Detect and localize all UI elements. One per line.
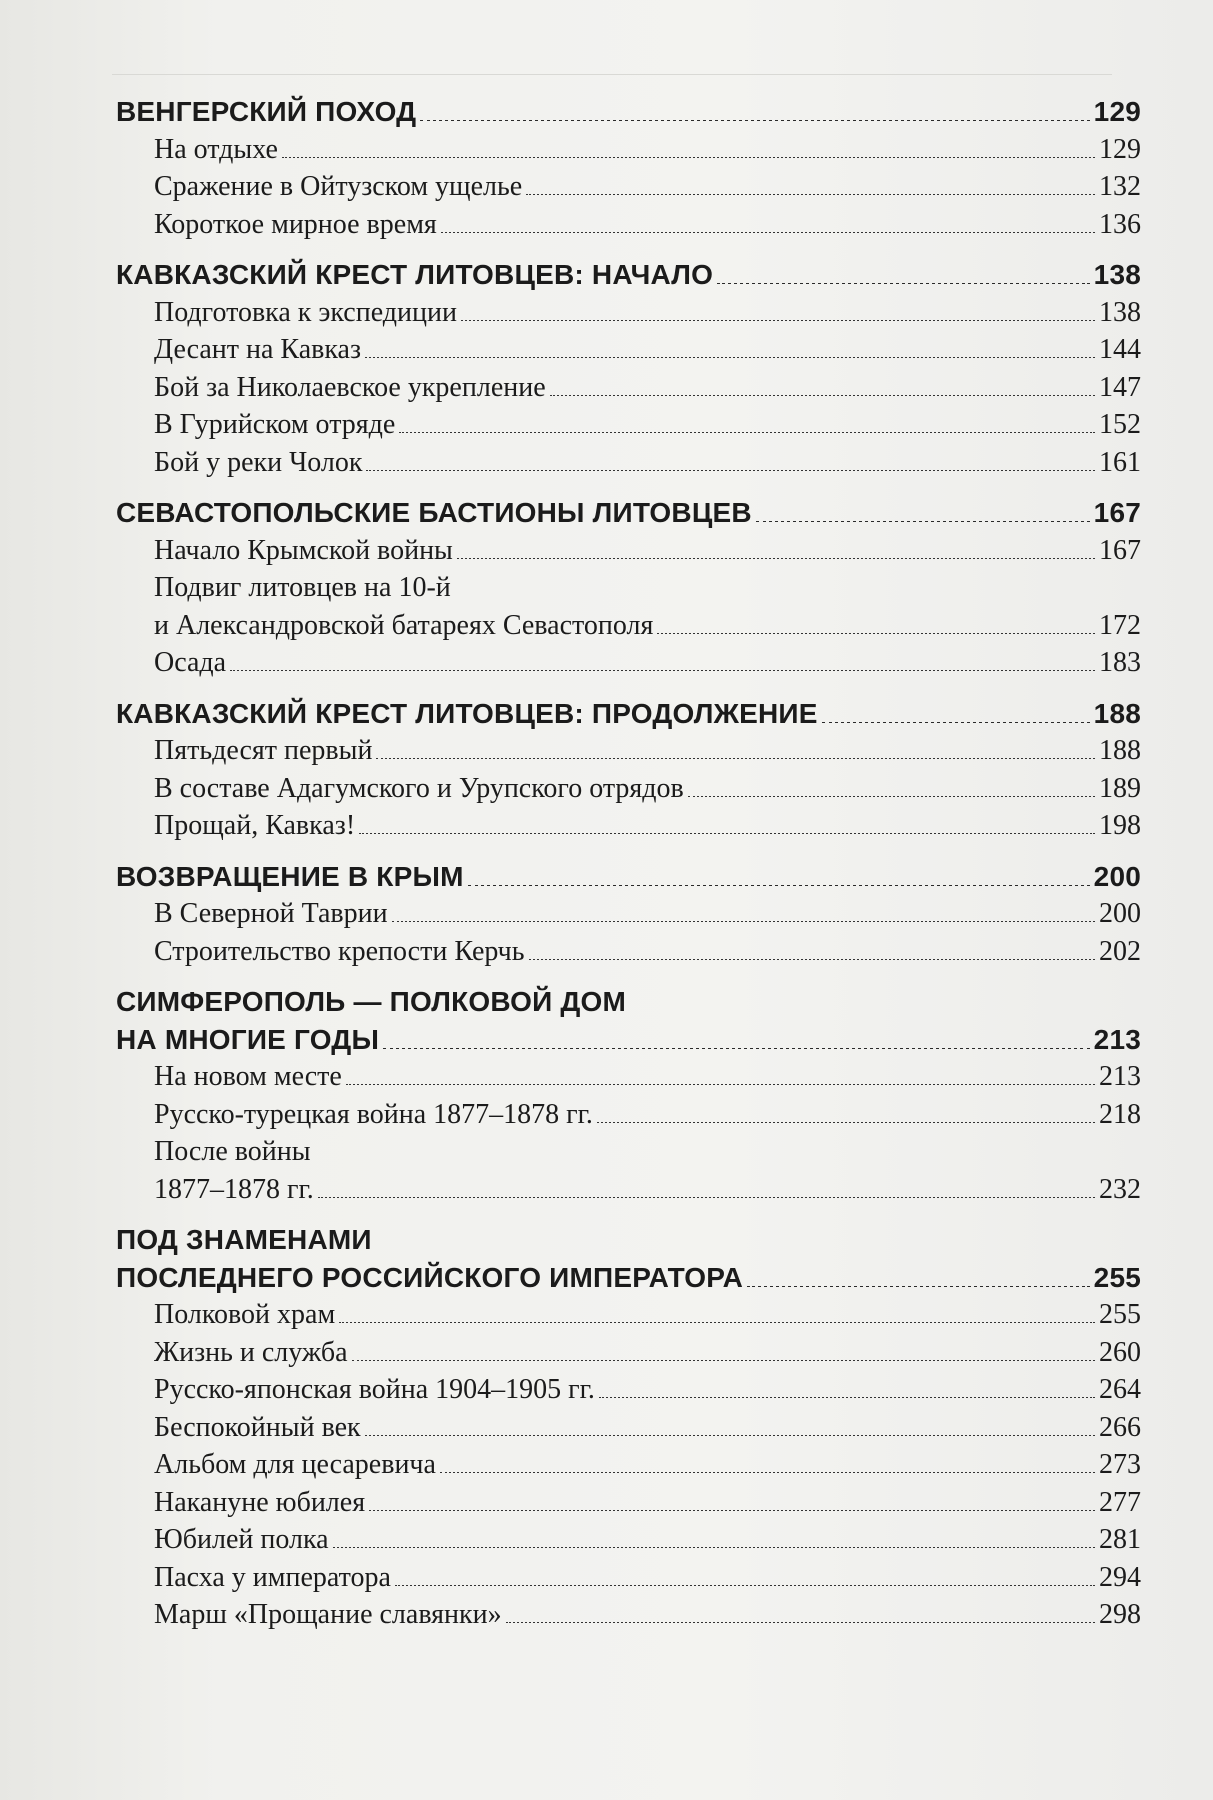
toc-item [116, 1559, 1141, 1597]
dot-leader [392, 921, 1095, 922]
toc-section-title: ПОД ЗНАМЕНАМИ [116, 1224, 372, 1255]
dot-leader [369, 1510, 1095, 1511]
toc-section-title: СЕВАСТОПОЛЬСКИЕ БАСТИОНЫ ЛИТОВЦЕВ [116, 497, 752, 528]
dot-leader [230, 670, 1095, 671]
toc-section-title: СИМФЕРОПОЛЬ — ПОЛКОВОЙ ДОМ [116, 986, 627, 1017]
dot-leader [747, 1286, 1090, 1287]
toc-item [116, 369, 1141, 407]
toc-page-number: 232 [1099, 1173, 1141, 1205]
dot-leader [366, 470, 1095, 471]
dot-leader [282, 157, 1095, 158]
toc-page-number: 255 [1099, 1299, 1141, 1330]
toc-item-title: В Северной Таврии [154, 898, 388, 929]
toc-item-title: В составе Адагумского и Урупского отрядов [154, 772, 684, 804]
toc-item-title: На новом месте [154, 1061, 342, 1092]
toc-item-title: В Гурийском отряде [154, 409, 396, 440]
toc-item-title: Жизнь и служба [154, 1336, 348, 1368]
dot-leader [457, 558, 1095, 559]
toc-item-title: Строительство крепости Керчь [154, 935, 525, 967]
toc-page-number: 138 [1099, 296, 1141, 328]
toc-page-number: 188 [1099, 735, 1141, 766]
toc-item [116, 1133, 1141, 1171]
toc-item-title: Марш «Прощание славянки» [154, 1599, 502, 1630]
toc-section-title: КАВКАЗСКИЙ КРЕСТ ЛИТОВЦЕВ: ПРОДОЛЖЕНИЕ [116, 697, 818, 729]
toc-item-title: Русско-турецкая война 1877–1878 гг. [154, 1098, 593, 1130]
dot-leader [468, 885, 1090, 886]
dot-leader [599, 1397, 1095, 1398]
toc-page-number: 188 [1093, 697, 1141, 729]
toc-item-title: Беспокойный век [154, 1411, 361, 1443]
toc-item [116, 1296, 1141, 1334]
dot-leader [339, 1322, 1095, 1323]
toc-page-number: 183 [1099, 647, 1141, 678]
dot-leader [359, 833, 1095, 834]
toc-item-title: Альбом для цесаревича [154, 1449, 436, 1480]
toc-section [116, 1221, 1141, 1259]
toc-page-number: 161 [1099, 446, 1141, 478]
toc-page-number: 200 [1099, 898, 1141, 929]
toc-item [116, 331, 1141, 369]
toc-page-number: 138 [1093, 259, 1141, 290]
toc-item-title: Подвиг литовцев на 10-й [154, 572, 451, 603]
toc-item [116, 1446, 1141, 1484]
toc-item [116, 1409, 1141, 1447]
toc-item [116, 206, 1141, 244]
toc-item-title: и Александровской батареях Севастополя [154, 609, 654, 641]
toc-item-title: Русско-японская война 1904–1905 гг. [154, 1374, 595, 1405]
toc-page-number: 167 [1093, 497, 1141, 528]
toc-section-title: ВОЗВРАЩЕНИЕ В КРЫМ [116, 860, 464, 892]
dot-leader [365, 357, 1095, 358]
toc-item [116, 1171, 1141, 1209]
toc-page-number: 213 [1093, 1023, 1141, 1055]
dot-leader [822, 722, 1090, 723]
running-header-rule [112, 74, 1112, 75]
toc-item-title: 1877–1878 гг. [154, 1173, 314, 1205]
toc-item [116, 294, 1141, 332]
toc-section-title: ВЕНГЕРСКИЙ ПОХОД [116, 96, 417, 127]
toc-page-number: 147 [1099, 371, 1141, 403]
toc-item-title: Бой у реки Чолок [154, 446, 363, 478]
toc-item [116, 168, 1141, 206]
toc-page-number: 152 [1099, 409, 1141, 440]
dot-leader [440, 1472, 1095, 1473]
toc-page-number: 218 [1099, 1098, 1141, 1130]
toc-item [116, 1096, 1141, 1134]
table-of-contents [116, 93, 1141, 1634]
toc-item-title: Короткое мирное время [154, 208, 437, 240]
toc-section [116, 983, 1141, 1021]
dot-leader [346, 1084, 1095, 1085]
dot-leader [529, 959, 1095, 960]
toc-section-title: ПОСЛЕДНЕГО РОССИЙСКОГО ИМПЕРАТОРА [116, 1261, 744, 1293]
toc-item [116, 532, 1141, 570]
toc-page-number: 144 [1099, 334, 1141, 365]
dot-leader [365, 1435, 1095, 1436]
toc-item [116, 1484, 1141, 1522]
dot-leader [383, 1048, 1090, 1049]
toc-item-title: Сражение в Ойтузском ущелье [154, 171, 523, 202]
toc-item [116, 1371, 1141, 1409]
toc-page-number: 198 [1099, 810, 1141, 841]
toc-item-title: Прощай, Кавказ! [154, 810, 356, 841]
toc-section [116, 256, 1141, 294]
toc-section-title: НА МНОГИЕ ГОДЫ [116, 1023, 380, 1055]
dot-leader [657, 633, 1095, 634]
toc-page-number: 167 [1099, 534, 1141, 566]
dot-leader [352, 1360, 1095, 1361]
toc-item-title: Начало Крымской войны [154, 534, 453, 566]
dot-leader [395, 1585, 1095, 1586]
toc-item [116, 1058, 1141, 1096]
toc-page-number: 266 [1099, 1411, 1141, 1443]
dot-leader [526, 194, 1095, 195]
toc-page-number: 255 [1093, 1261, 1141, 1293]
toc-item-title: Десант на Кавказ [154, 334, 362, 365]
toc-section [116, 1021, 1141, 1059]
toc-item [116, 569, 1141, 607]
toc-page-number: 277 [1099, 1486, 1141, 1518]
toc-page-number: 136 [1099, 208, 1141, 240]
toc-item [116, 933, 1141, 971]
dot-leader [756, 521, 1090, 522]
toc-item [116, 131, 1141, 169]
toc-item-title: После войны [154, 1136, 311, 1167]
toc-item [116, 807, 1141, 845]
toc-page-number: 202 [1099, 935, 1141, 967]
toc-section-title: КАВКАЗСКИЙ КРЕСТ ЛИТОВЦЕВ: НАЧАЛО [116, 259, 714, 290]
toc-section [116, 695, 1141, 733]
toc-page-number: 189 [1099, 772, 1141, 804]
toc-item [116, 895, 1141, 933]
toc-item-title: Бой за Николаевское укрепление [154, 371, 546, 403]
toc-item [116, 1334, 1141, 1372]
toc-page-number: 264 [1099, 1374, 1141, 1405]
toc-page-number: 200 [1093, 860, 1141, 892]
dot-leader [376, 758, 1095, 759]
toc-item-title: Полковой храм [154, 1299, 336, 1330]
toc-item-title: На отдыхе [154, 133, 278, 165]
dot-leader [399, 432, 1095, 433]
dot-leader [420, 120, 1089, 121]
toc-item-title: Осада [154, 647, 227, 678]
toc-item [116, 644, 1141, 682]
toc-page-number: 260 [1099, 1336, 1141, 1368]
toc-item-title: Накануне юбилея [154, 1486, 366, 1518]
dot-leader [688, 796, 1095, 797]
dot-leader [318, 1197, 1095, 1198]
toc-item-title: Пятьдесят первый [154, 735, 373, 766]
toc-page-number: 273 [1099, 1449, 1141, 1480]
dot-leader [506, 1622, 1095, 1623]
toc-page-number: 294 [1099, 1561, 1141, 1593]
toc-section [116, 494, 1141, 532]
toc-item [116, 1521, 1141, 1559]
toc-item [116, 1596, 1141, 1634]
toc-item [116, 770, 1141, 808]
dot-leader [333, 1547, 1095, 1548]
toc-page-number: 213 [1099, 1061, 1141, 1092]
toc-page-number: 281 [1099, 1524, 1141, 1555]
toc-item [116, 732, 1141, 770]
dot-leader [441, 232, 1095, 233]
toc-item [116, 607, 1141, 645]
toc-item [116, 406, 1141, 444]
toc-page-number: 129 [1099, 133, 1141, 165]
toc-item-title: Пасха у императора [154, 1561, 391, 1593]
toc-section [116, 93, 1141, 131]
dot-leader [597, 1122, 1095, 1123]
toc-page-number: 132 [1099, 171, 1141, 202]
dot-leader [550, 395, 1095, 396]
toc-section [116, 858, 1141, 896]
toc-page-number: 172 [1099, 609, 1141, 641]
toc-item-title: Подготовка к экспедиции [154, 296, 457, 328]
toc-item-title: Юбилей полка [154, 1524, 329, 1555]
toc-section [116, 1259, 1141, 1297]
dot-leader [461, 320, 1095, 321]
toc-page-number: 298 [1099, 1599, 1141, 1630]
dot-leader [717, 283, 1090, 284]
toc-item [116, 444, 1141, 482]
toc-page-number: 129 [1093, 96, 1141, 127]
